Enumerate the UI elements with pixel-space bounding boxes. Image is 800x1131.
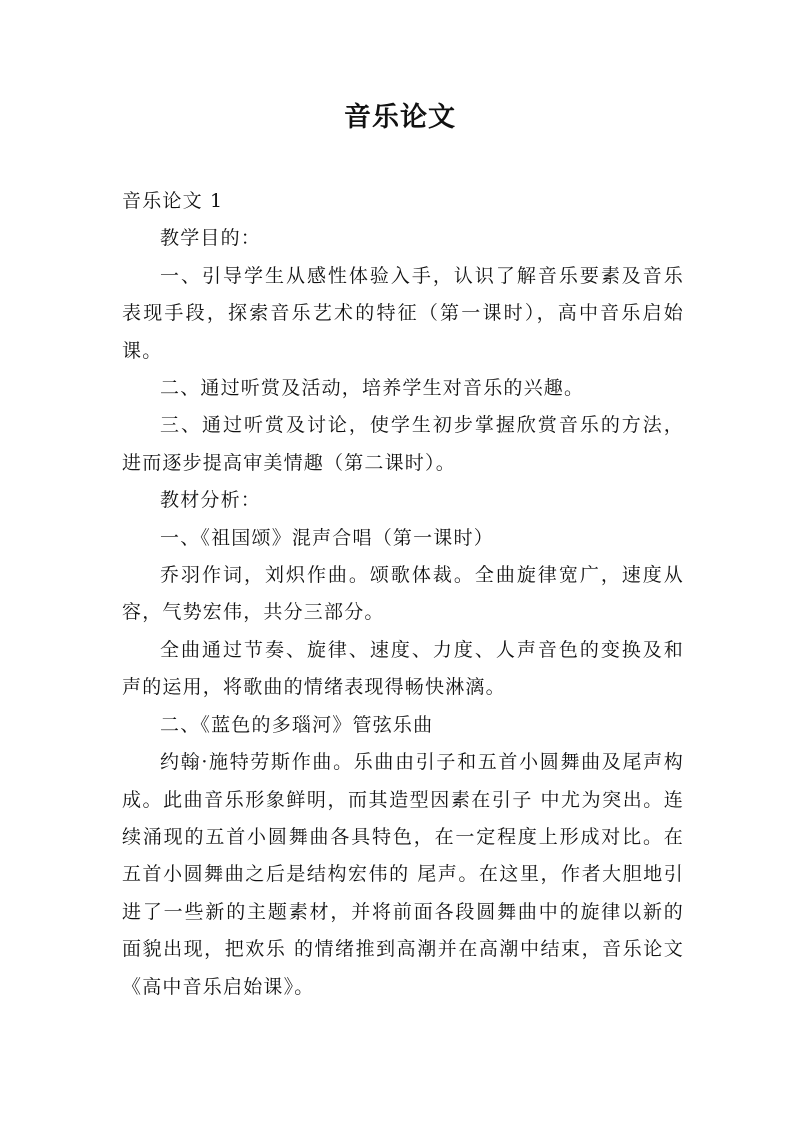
paragraph-piece-1-intro: 乔羽作词，刘炽作曲。颂歌体裁。全曲旋律宽广，速度从容，气势宏伟，共分三部分。 bbox=[122, 564, 684, 624]
section-heading: 音乐论文 1 bbox=[122, 190, 224, 212]
paragraph-goal-3: 三、通过听赏及讨论，使学生初步掌握欣赏音乐的方法，进而逐步提高审美情趣（第二课时）。 bbox=[122, 414, 684, 474]
paragraph-piece-1-detail: 全曲通过节奏、旋律、速度、力度、人声音色的变换及和声的运用，将歌曲的情绪表现得畅快淋漓。 bbox=[122, 638, 684, 699]
paragraph-piece-2-detail: 约翰·施特劳斯作曲。乐曲由引子和五首小圆舞曲及尾声构成。此曲音乐形象鲜明，而其造型因素在引子 中尤为突出。连续涌现的五首小圆舞曲各具特色，在一定程度上形成对比。在五首小圆舞曲之后是结构宏伟的 尾声。在这里，作者大胆地引进了一些新的主题素材，并将前面各段圆舞曲中的旋律以新的面貌出现，把欢乐 的情绪推到高潮并在高潮中结束，音乐论文《高中音乐启始课》。 bbox=[122, 751, 684, 998]
paragraph-goal-1: 一、引导学生从感性体验入手，认识了解音乐要素及音乐表现手段，探索音乐艺术的特征（第一课时），高中音乐启始课。 bbox=[122, 264, 684, 362]
paragraph-goal-2: 二、通过听赏及活动，培养学生对音乐的兴趣。 bbox=[160, 377, 585, 400]
document-title: 音乐论文 bbox=[344, 102, 456, 133]
paragraph-material-analysis-label: 教材分析： bbox=[160, 489, 262, 512]
document-body bbox=[122, 183, 684, 1006]
paragraph-teaching-goals-label: 教学目的： bbox=[160, 227, 262, 250]
paragraph-piece-2-heading: 二、《蓝色的多瑙河》管弦乐曲 bbox=[160, 713, 434, 736]
paragraph-piece-1-heading: 一、《祖国颂》混声合唱（第一课时） bbox=[160, 526, 494, 549]
